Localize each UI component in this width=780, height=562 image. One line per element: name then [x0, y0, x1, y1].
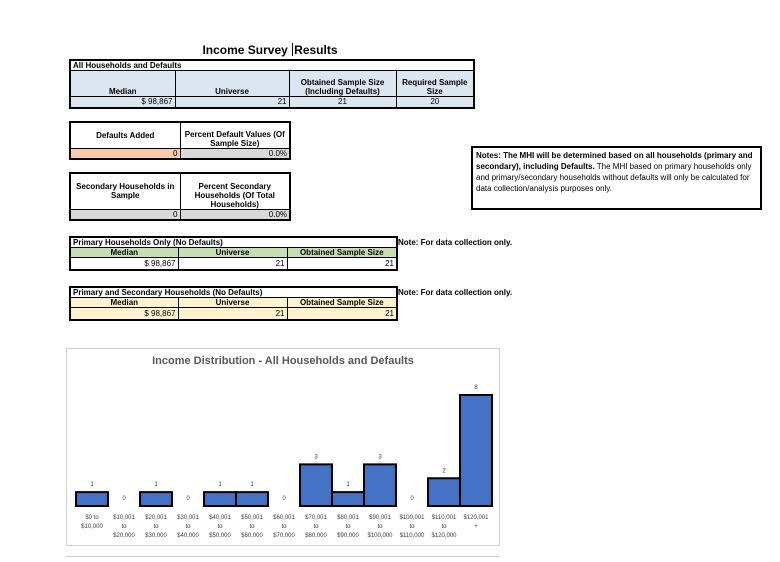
- bar[interactable]: [364, 464, 396, 506]
- tick-label: $80,000: [305, 533, 327, 539]
- bar[interactable]: [204, 492, 236, 506]
- header-universe: Universe: [175, 71, 289, 97]
- tick-label: $50,001: [241, 515, 263, 521]
- bar[interactable]: [332, 492, 364, 506]
- tick-label: +: [474, 524, 478, 530]
- all-households-table: [69, 59, 475, 109]
- header-required-sample: Required Sample Size: [396, 71, 474, 97]
- value-percent-default[interactable]: 0.0%: [180, 148, 290, 159]
- value-obtained-sample[interactable]: 21: [289, 97, 396, 108]
- secondary-table: [69, 172, 291, 221]
- notes-box: [471, 146, 762, 210]
- bar[interactable]: [140, 492, 172, 506]
- data-label: 0: [122, 496, 126, 502]
- value-obtained-sample[interactable]: 21: [287, 258, 397, 270]
- tick-label: $50,000: [209, 533, 231, 539]
- tick-label: to: [153, 524, 159, 530]
- tick-label: to: [185, 524, 191, 530]
- data-label: 3: [378, 454, 382, 461]
- value-median[interactable]: $ 98,867: [70, 308, 178, 320]
- tick-label: $60,001: [273, 515, 295, 521]
- tick-label: $0 to: [85, 515, 99, 521]
- tick-label: $120,001: [463, 515, 489, 521]
- tick-label: to: [345, 524, 351, 530]
- tick-label: $60,000: [241, 533, 263, 539]
- bar[interactable]: [460, 395, 492, 506]
- data-label: 8: [474, 385, 478, 391]
- tick-label: to: [441, 524, 447, 530]
- value-universe[interactable]: 21: [178, 258, 287, 270]
- primary-only-table: [69, 236, 398, 271]
- page-title: Income Survey Results: [202, 43, 338, 57]
- header-median: Median: [70, 71, 175, 97]
- tick-label: $40,001: [209, 515, 231, 521]
- notes-bold-text: Notes: The MHI will be determined based on all households (primary and secondary), including Defaults.: [476, 151, 753, 171]
- chart-plot: [67, 349, 501, 547]
- header-percent-default: Percent Default Values (Of Sample Size): [180, 122, 290, 148]
- header-defaults-added: Defaults Added: [70, 122, 180, 148]
- data-label: 1: [346, 482, 350, 489]
- defaults-table: [69, 121, 291, 160]
- tick-label: $30,000: [145, 533, 167, 539]
- value-universe[interactable]: 21: [178, 308, 287, 320]
- tick-label: $10,001: [113, 515, 135, 521]
- tick-label: to: [249, 524, 255, 530]
- data-label: 1: [90, 482, 94, 489]
- value-universe[interactable]: 21: [175, 97, 289, 108]
- tick-label: $40,000: [177, 533, 199, 539]
- tick-label: to: [409, 524, 415, 530]
- tick-label: $70,000: [273, 533, 295, 539]
- value-median[interactable]: $ 98,867: [70, 97, 175, 108]
- header-obtained-sample: Obtained Sample Size: [287, 248, 397, 258]
- primary-secondary-table: [69, 286, 398, 321]
- section-label: Primary and Secondary Households (No Defaults): [70, 287, 397, 298]
- header-median: Median: [70, 248, 178, 258]
- value-percent-secondary[interactable]: 0.0%: [180, 209, 290, 220]
- header-secondary-households: Secondary Households in Sample: [70, 173, 180, 209]
- tick-label: $110,000: [399, 533, 425, 539]
- data-label: 0: [282, 496, 286, 502]
- tick-label: $80,001: [337, 515, 359, 521]
- tick-label: $10,000: [81, 524, 103, 530]
- value-median[interactable]: $ 98,867: [70, 258, 178, 270]
- data-label: 0: [410, 496, 414, 502]
- data-label: 2: [442, 468, 446, 475]
- bar[interactable]: [300, 464, 332, 506]
- value-defaults-added[interactable]: 0: [70, 148, 180, 159]
- tick-label: $100,000: [367, 533, 393, 539]
- tick-label: $120,000: [431, 533, 457, 539]
- income-distribution-chart[interactable]: [66, 348, 500, 546]
- tick-label: $20,001: [145, 515, 167, 521]
- divider: [66, 556, 500, 557]
- section-label: All Households and Defaults: [70, 60, 474, 71]
- tick-label: $90,001: [369, 515, 391, 521]
- data-label: 1: [250, 482, 254, 489]
- tick-label: $100,001: [399, 515, 425, 521]
- primary-only-note: Note: For data collection only.: [398, 238, 513, 247]
- value-obtained-sample[interactable]: 21: [287, 308, 397, 320]
- header-universe: Universe: [178, 248, 287, 258]
- header-universe: Universe: [178, 298, 287, 308]
- tick-label: $30,001: [177, 515, 199, 521]
- data-label: 1: [154, 482, 158, 489]
- tick-label: $70,001: [305, 515, 327, 521]
- primary-secondary-note: Note: For data collection only.: [398, 288, 513, 297]
- bar[interactable]: [76, 492, 108, 506]
- tick-label: $110,001: [431, 515, 457, 521]
- header-obtained-sample: Obtained Sample Size (Including Defaults): [289, 71, 396, 97]
- section-label: Primary Households Only (No Defaults): [70, 237, 397, 248]
- data-label: 3: [314, 454, 318, 461]
- tick-label: to: [217, 524, 223, 530]
- tick-label: $90,000: [337, 533, 359, 539]
- tick-label: to: [281, 524, 287, 530]
- tick-label: to: [121, 524, 127, 530]
- chart-title: Income Distribution - All Households and Defaults: [152, 355, 414, 367]
- tick-label: to: [377, 524, 383, 530]
- data-label: 0: [186, 496, 190, 502]
- header-percent-secondary: Percent Secondary Households (Of Total Households): [180, 173, 290, 209]
- bar[interactable]: [428, 478, 460, 506]
- value-secondary-households[interactable]: 0: [70, 209, 180, 220]
- header-median: Median: [70, 298, 178, 308]
- data-label: 1: [218, 482, 222, 489]
- header-obtained-sample: Obtained Sample Size: [287, 298, 397, 308]
- tick-label: $20,000: [113, 533, 135, 539]
- bar[interactable]: [236, 492, 268, 506]
- notes-regular-text: The MHI based on primary households only and primary/secondary households without defaults will only be calculated for data collection/analysis purposes only.: [476, 162, 752, 193]
- value-required-sample[interactable]: 20: [396, 97, 474, 108]
- tick-label: to: [313, 524, 319, 530]
